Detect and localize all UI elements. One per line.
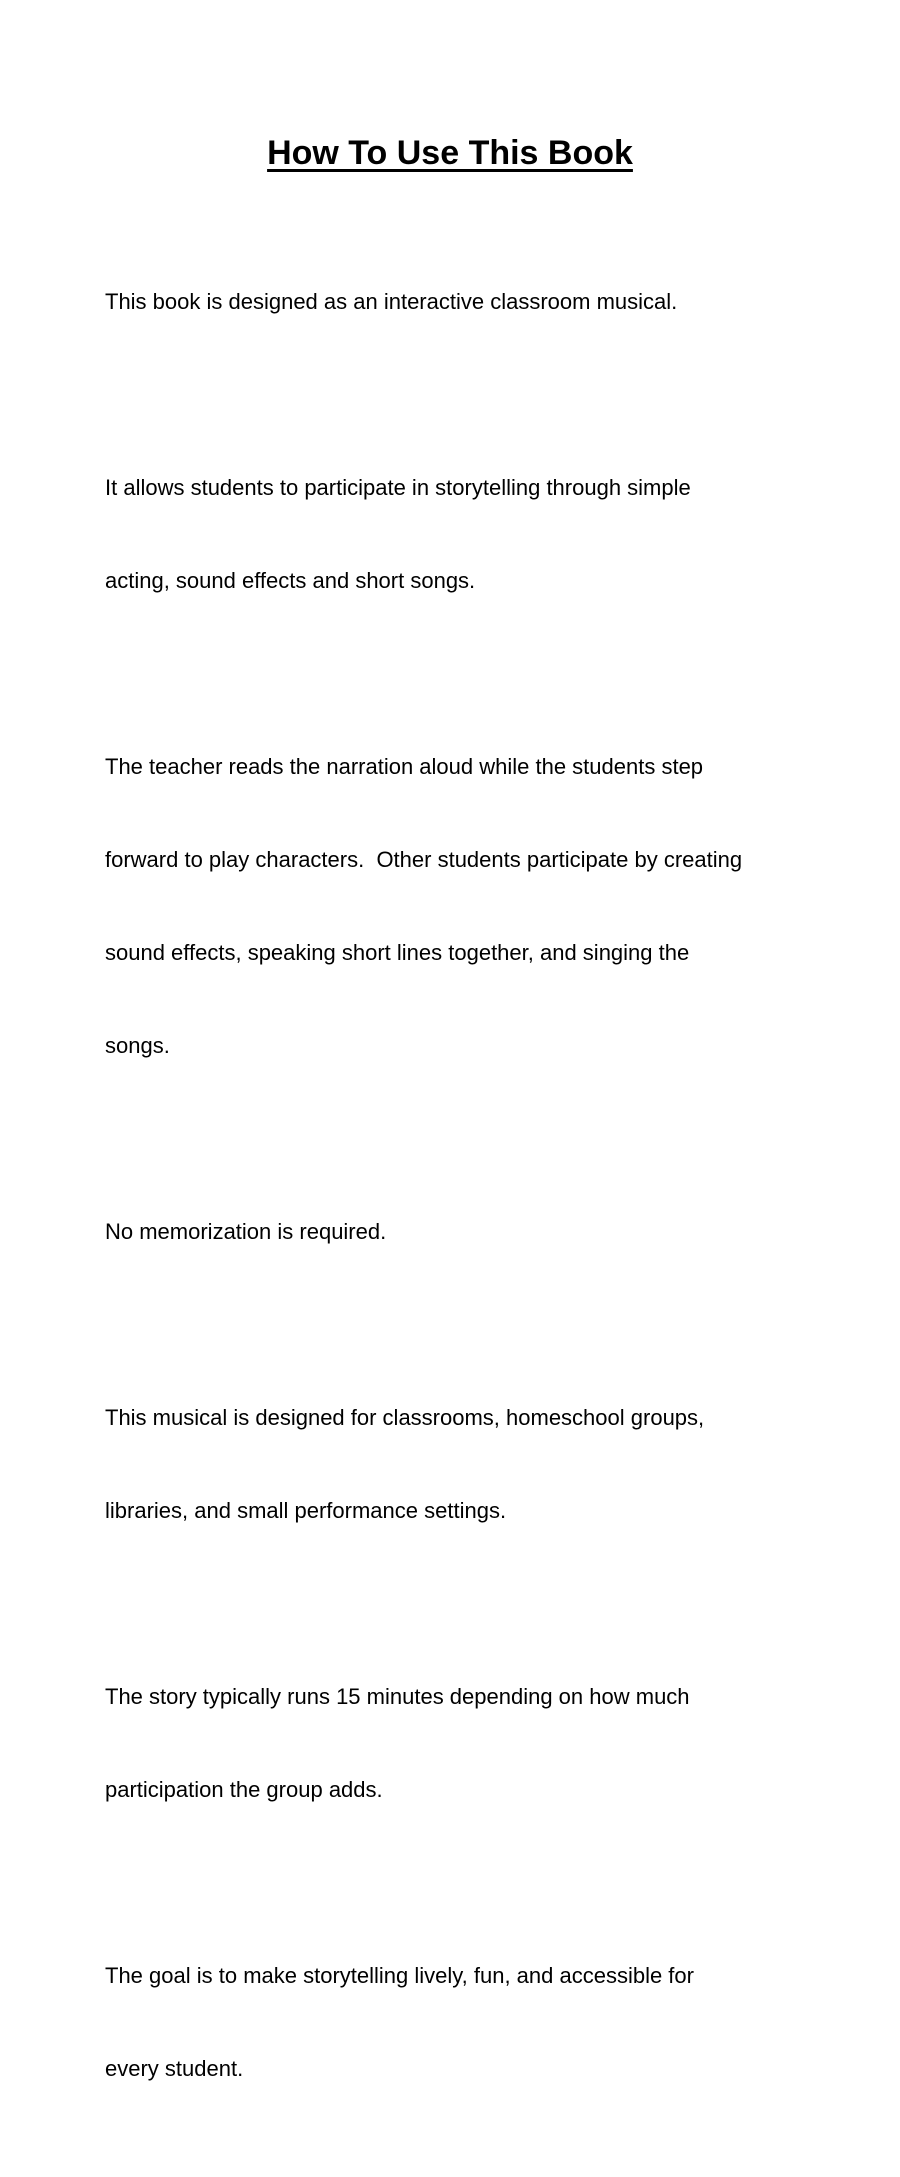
paragraph-runtime <box>105 1619 805 1867</box>
paragraph-intro <box>105 224 805 379</box>
paragraph-line: participation the group adds. <box>105 1777 383 1802</box>
paragraph-line: No memorization is required. <box>105 1219 387 1244</box>
paragraph-line: songs. <box>105 1033 170 1058</box>
paragraph-settings <box>105 1340 805 1588</box>
paragraph-memorization <box>105 1154 805 1309</box>
page-title: How To Use This Book <box>267 134 633 172</box>
paragraph-line: every student. <box>105 2056 244 2081</box>
paragraph-line: acting, sound effects and short songs. <box>105 568 476 593</box>
paragraph-goal <box>105 1898 805 2146</box>
paragraph-line: The story typically runs 15 minutes depending on how much <box>105 1684 690 1709</box>
paragraph-line: forward to play characters. Other students participate by creating <box>105 847 743 872</box>
paragraph-line: sound effects, speaking short lines together, and singing the <box>105 940 690 965</box>
paragraph-line: The goal is to make storytelling lively, fun, and accessible for <box>105 1963 694 1988</box>
paragraph-participation <box>105 410 805 658</box>
paragraph-line: It allows students to participate in storytelling through simple <box>105 475 691 500</box>
paragraph-line: This book is designed as an interactive classroom musical. <box>105 289 678 314</box>
paragraph-line: libraries, and small performance settings. <box>105 1498 507 1523</box>
paragraph-line: The teacher reads the narration aloud while the students step <box>105 754 704 779</box>
body-text <box>105 224 805 2177</box>
paragraph-teacher-role <box>105 689 805 1123</box>
paragraph-line: This musical is designed for classrooms, homeschool groups, <box>105 1405 705 1430</box>
